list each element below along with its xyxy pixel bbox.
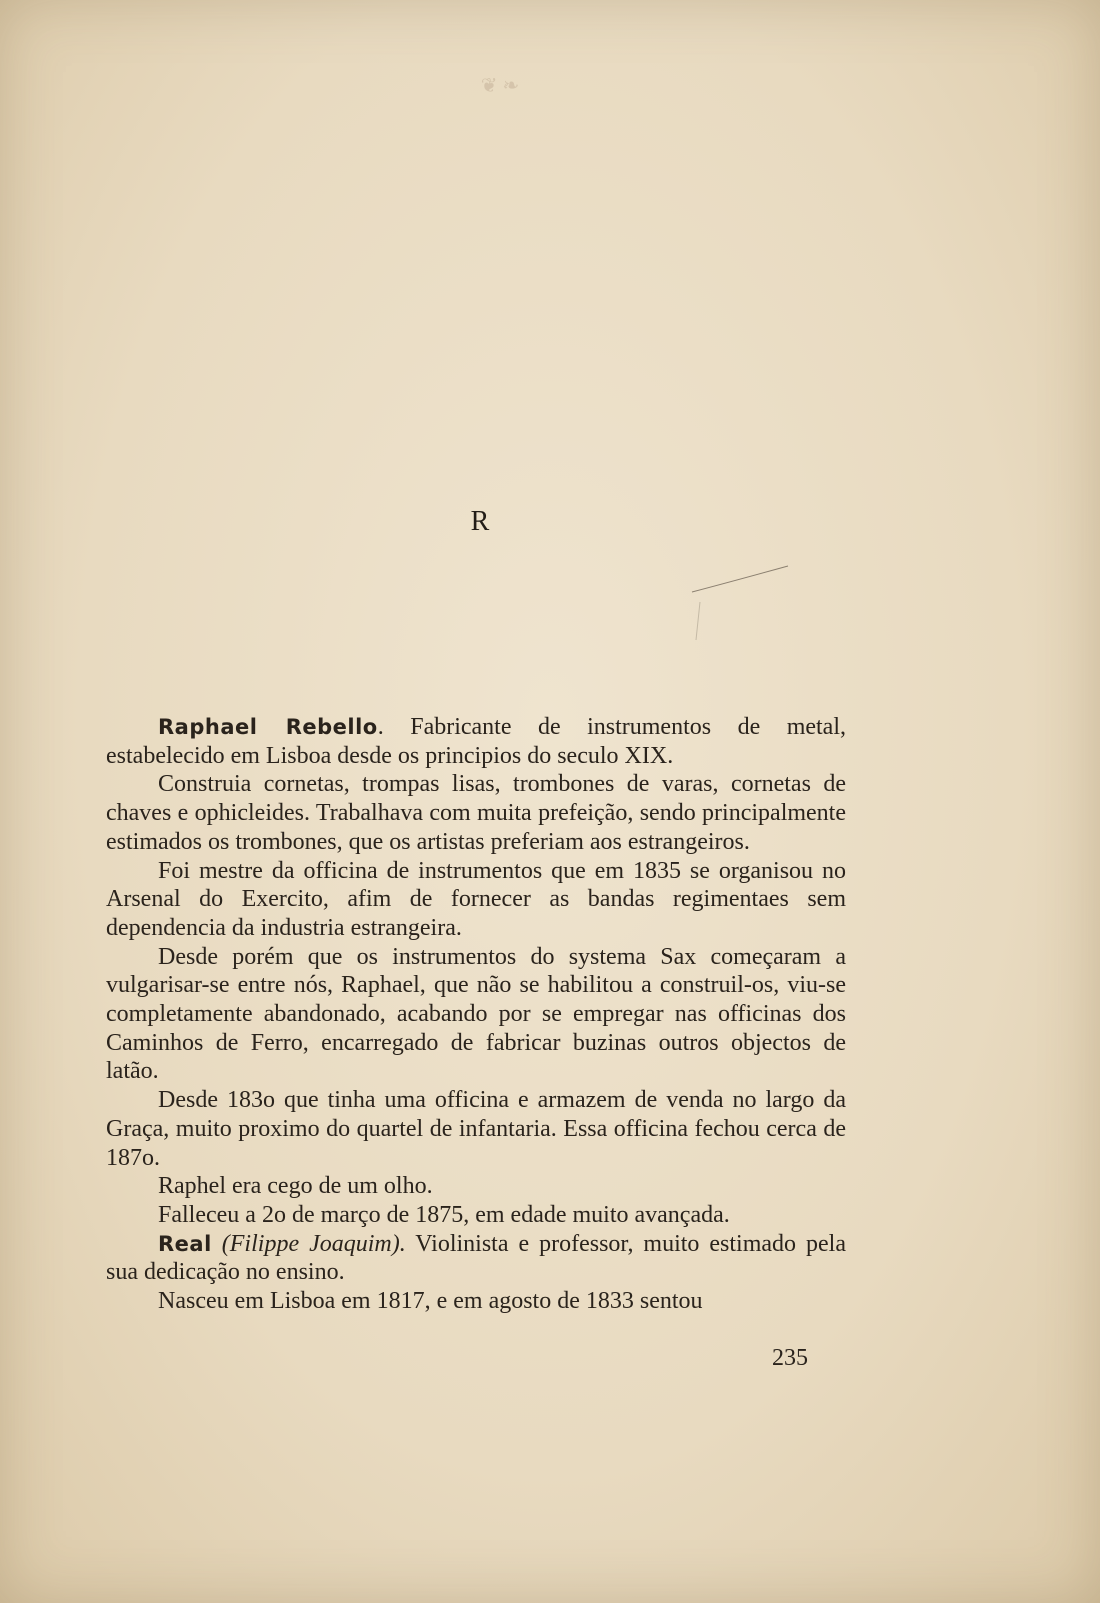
entry-text: Violinista e professor, muito estimado pela sua dedicação no ensino. [106,1230,846,1286]
entry-heading: Real [158,1231,212,1256]
entry-heading-punct: . [377,714,384,740]
entry-paragraph: Desde 183o que tinha uma officina e armazem de venda no largo da Graça, muito proximo do quartel de infantaria. Essa officina fechou cerca de 187o. [106,1087,846,1171]
header-ornament: ❦ ❧ [480,75,520,97]
entry-paragraph: Desde porém que os instrumentos do systema Sax começaram a vulgarisar-se entre nós, Raphael, que não se habilitou a construil-os, viu-se completamente abandonado, acabando por se empregar nas officinas dos Caminhos de Ferro, encarregado de fabricar buzinas outros objectos de latão. [106,943,846,1085]
entry-paragraph [106,713,846,770]
entry-paragraph: Falleceu a 2o de março de 1875, em edade muito avançada. [158,1201,730,1228]
entry-text: Fabricante de instrumentos de metal, estabelecido em Lisboa desde os principios do seculo XIX. [106,714,846,769]
main-text [106,713,846,1316]
entry-paragraph: Foi mestre da officina de instrumentos que em 1835 se organisou no Arsenal do Exercito, afim de fornecer as bandas regimentaes sem dependencia da industria estrangeira. [106,857,846,941]
entry-paragraph [106,1230,846,1287]
entry-paragraph: Construia cornetas, trompas lisas, trombones de varas, cornetas de chaves e ophicleides. Trabalhava com muita prefeição, sendo principalmente estimados os trombones, que os artistas preferiam aos estrangeiros. [106,771,846,855]
pencil-mark [690,562,790,642]
section-letter: R [470,506,490,537]
entry-paragraph: Nasceu em Lisboa em 1817, e em agosto de 1833 sentou [158,1288,703,1315]
page-number: 235 [772,1345,808,1371]
entry-paragraph: Raphel era cego de um olho. [158,1173,433,1200]
entry-heading: Raphael Rebello [158,715,378,739]
entry-heading-name: (Filippe Joaquim). [221,1230,406,1257]
